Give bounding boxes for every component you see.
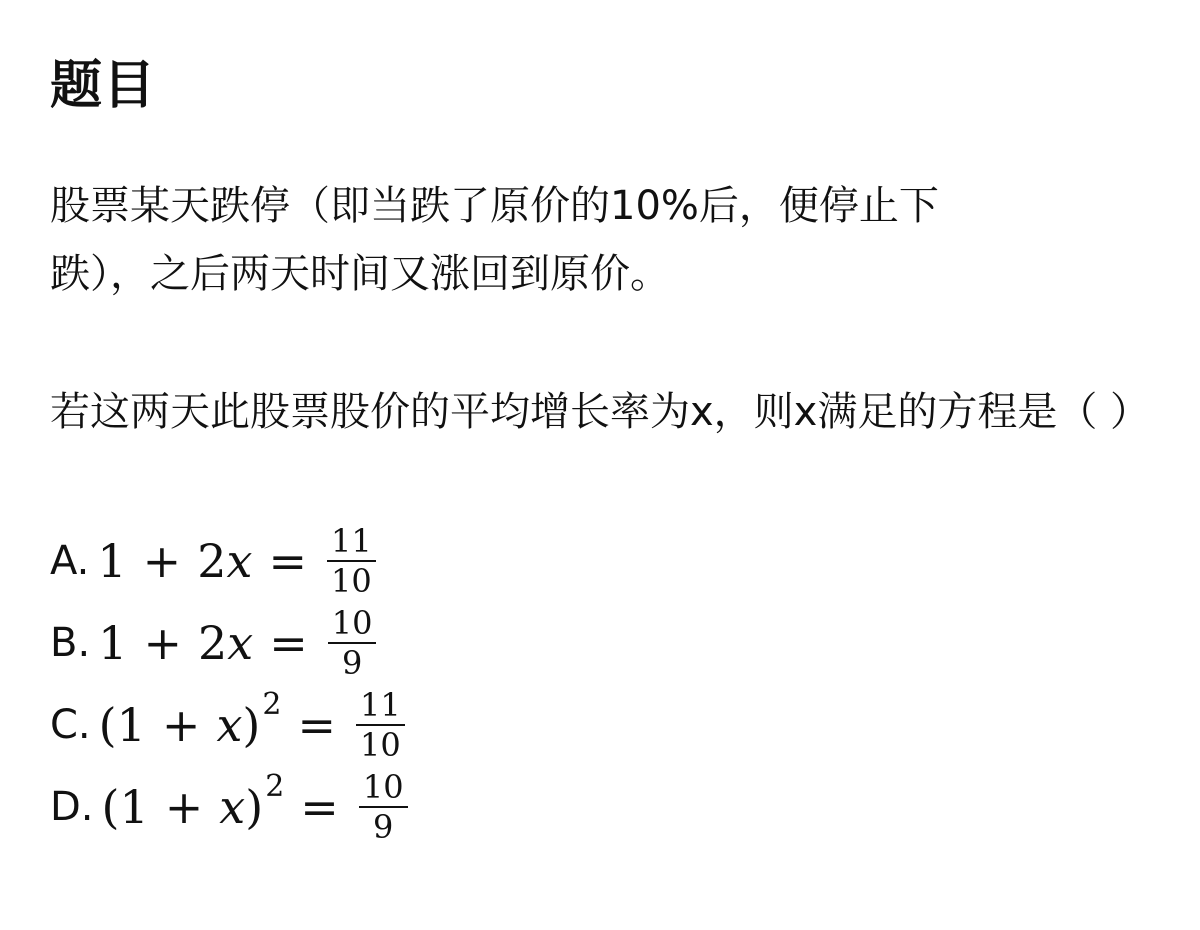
left-paren: ( [101,780,120,834]
term-one: 1 [97,534,127,588]
option-b[interactable] [50,602,408,684]
problem-line-1: 股票某天跌停（即当跌了原价的10%后，便停止下 [50,183,939,229]
plus-sign: + [142,534,182,588]
term-one: 1 [98,616,128,670]
plus-sign: + [164,780,204,834]
numerator: 10 [359,771,408,808]
plus-sign: + [161,698,201,752]
exponent: 2 [262,687,282,722]
denominator: 10 [359,726,401,764]
equals-sign: = [297,698,336,752]
equals-sign: = [300,780,339,834]
denominator: 9 [341,644,363,682]
option-d-label: D. [50,784,94,830]
option-b-label: B. [50,620,91,666]
problem-line-2: 跌），之后两天时间又涨回到原价。 [50,251,670,297]
problem-statement [50,172,1090,308]
denominator: 10 [330,562,372,600]
option-c-formula [98,686,405,764]
fraction [359,768,408,846]
option-a[interactable] [50,520,408,602]
fraction [356,686,405,764]
variable-x: x [227,616,254,670]
equals-sign: = [269,616,308,670]
term-one: 1 [119,780,149,834]
exponent: 2 [265,769,285,804]
right-paren: ) [245,780,264,834]
option-c-label: C. [50,702,91,748]
option-d[interactable] [50,766,408,848]
page-title: 题目 [50,56,157,116]
equals-sign: = [268,534,307,588]
numerator: 11 [356,689,405,726]
numerator: 11 [327,525,376,562]
option-b-formula [98,604,376,682]
term-one: 1 [116,698,146,752]
variable-x: x [216,698,243,752]
variable-x: x [219,780,246,834]
plus-sign: + [143,616,182,670]
right-paren: ) [242,698,261,752]
option-a-formula [97,522,375,600]
coefficient: 2 [197,616,228,670]
left-paren: ( [98,698,117,752]
coefficient: 2 [197,534,227,588]
numerator: 10 [328,607,377,644]
question-text: 若这两天此股票股价的平均增长率为x，则x满足的方程是（ ） [50,389,1151,435]
variable-x: x [226,534,253,588]
denominator: 9 [373,808,394,846]
fraction [328,604,377,682]
fraction [327,522,376,600]
option-c[interactable] [50,684,408,766]
answer-options [50,520,408,848]
option-a-label: A. [50,538,90,584]
option-d-formula [101,768,408,846]
